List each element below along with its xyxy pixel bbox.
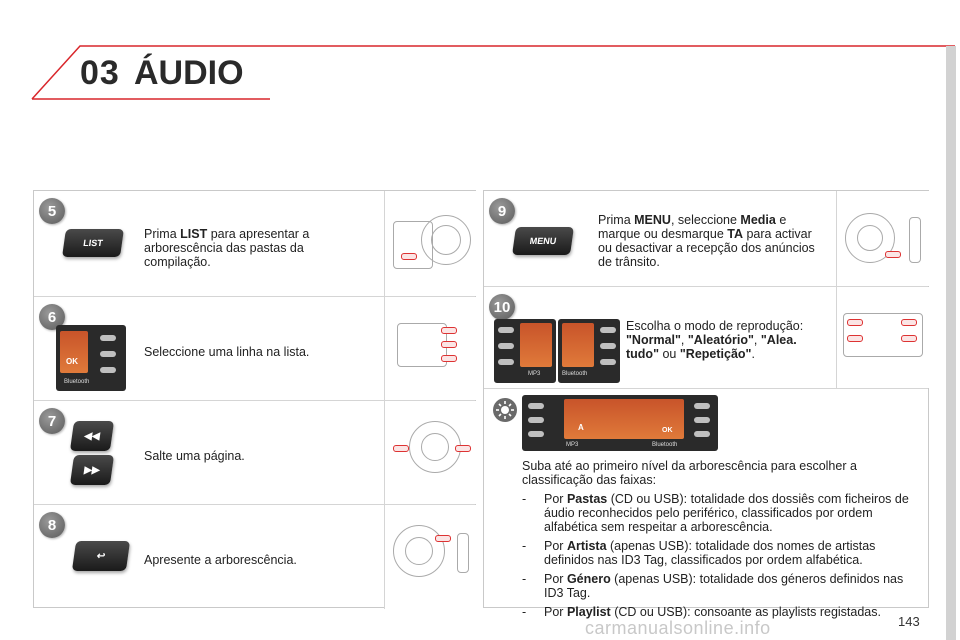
step-badge-6: 6 [39, 304, 65, 330]
list-button-label: LIST [82, 238, 104, 248]
back-button-graphic [72, 541, 130, 571]
bluetooth-label-tip: Bluetooth [652, 442, 678, 448]
step-badge-9: 9 [489, 198, 515, 224]
list-item: - Por Género (apenas USB): totalidade dos géneros definidos nas ID3 Tag. [522, 572, 904, 600]
tip-row [484, 389, 928, 619]
step-5-thumbnail [384, 191, 476, 296]
mp3-label-tip: MP3 [566, 442, 579, 448]
forward-icon: ▶▶ [83, 464, 101, 476]
step-7-row [34, 401, 475, 505]
ok-label: OK [66, 357, 78, 366]
rewind-icon: ◀◀ [83, 430, 101, 442]
tip-text [522, 459, 922, 619]
step-6-thumbnail [384, 297, 476, 400]
list-item: - Por Playlist (CD ou USB): consoante as playlists registadas. [522, 605, 881, 619]
step-8-text: Apresente a arborescência. [144, 553, 297, 567]
tip-sun-icon [492, 397, 518, 423]
screen-graphic-6 [56, 325, 126, 391]
rewind-button-graphic [70, 421, 114, 451]
step-6-text: Seleccione uma linha na lista. [144, 345, 310, 359]
page-number: 143 [898, 614, 920, 629]
step-5-text: Prima LIST para apresentar a arborescência das pastas da compilação. [144, 227, 310, 269]
step-9-row [484, 191, 928, 287]
step-badge-8: 8 [39, 512, 65, 538]
menu-button-label: MENU [529, 236, 557, 246]
chapter-number: 03 [80, 54, 120, 92]
step-10-text: Escolha o modo de reprodução: "Normal", "Aleatório", "Alea. tudo" ou "Repetição". [626, 319, 804, 361]
step-badge-5: 5 [39, 198, 65, 224]
back-arrow-icon: ↩ [96, 550, 106, 562]
list-button-graphic [62, 229, 124, 257]
right-column [483, 190, 929, 619]
ok-label-tip: OK [662, 427, 673, 434]
a-label: A [578, 423, 584, 432]
step-9-thumbnail [836, 191, 929, 286]
step-7-thumbnail [384, 401, 476, 504]
step-10-thumbnail [836, 287, 929, 388]
step-10-row [484, 287, 928, 389]
step-badge-10: 10 [489, 294, 515, 320]
screen-graphic-tip [522, 395, 718, 451]
menu-button-graphic [512, 227, 574, 255]
screen-graphic-10a [494, 319, 556, 383]
step-8-thumbnail [384, 505, 476, 609]
forward-button-graphic [70, 455, 114, 485]
list-item: - Por Pastas (CD ou USB): totalidade dos dossiês com ficheiros de áudio reconhecidos pelo periférico, classificados por ordem alfabética sem respeitar a arborescência. [522, 492, 909, 534]
step-6-row [34, 297, 475, 401]
sort-options-list [522, 492, 922, 619]
tip-intro: Suba até ao primeiro nível da arborescência para escolher a classificação das faixas: [522, 459, 857, 487]
step-5-row [34, 191, 475, 297]
page-side-rail [946, 46, 956, 640]
chapter-title: ÁUDIO [134, 54, 244, 92]
list-item: - Por Artista (apenas USB): totalidade dos nomes de artistas definidos nas ID3 Tag, classificados por ordem alfabética. [522, 539, 876, 567]
list-key-highlight [401, 253, 417, 260]
step-9-text: Prima MENU, seleccione Media e marque ou desmarque TA para activar ou desactivar a recepção dos anúncios de trânsito. [598, 213, 815, 269]
left-column [33, 190, 476, 608]
step-7-text: Salte uma página. [144, 449, 245, 463]
bluetooth-label-10: Bluetooth [562, 371, 588, 377]
step-badge-7: 7 [39, 408, 65, 434]
watermark: carmanualsonline.info [585, 618, 771, 638]
screen-graphic-10b [558, 319, 620, 383]
step-8-row [34, 505, 475, 609]
mp3-label: MP3 [528, 371, 541, 377]
bluetooth-label: Bluetooth [64, 379, 90, 385]
